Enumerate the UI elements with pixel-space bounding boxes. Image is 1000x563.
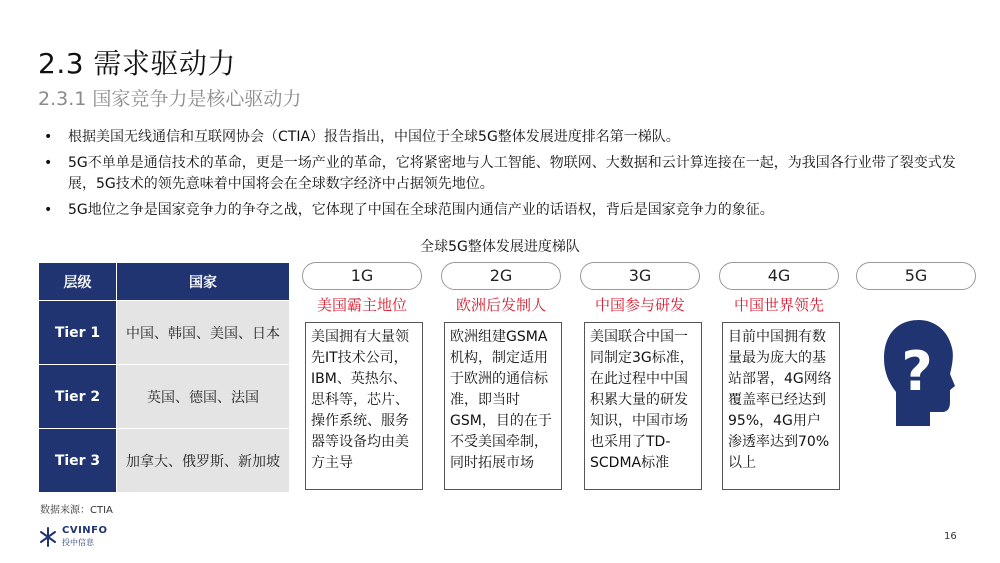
- countries-cell: 中国、韩国、美国、日本: [117, 301, 290, 365]
- tier-cell: Tier 1: [39, 301, 117, 365]
- tier-cell: Tier 2: [39, 365, 117, 429]
- gen-1g-pill: 1G: [302, 262, 422, 290]
- table-row: [39, 301, 290, 365]
- gen-2g-description: 欧洲组建GSMA机构，制定适用于欧洲的通信标准，即当时GSM，目的在于不受美国牵制，同时拓展市场: [444, 322, 562, 490]
- table-header-tier: 层级: [39, 263, 117, 301]
- bullet-item: • 根据美国无线通信和互联网协会（CTIA）报告指出，中国位于全球5G整体发展进度排名第一梯队。: [44, 127, 974, 148]
- ladder-title: 全球5G整体发展进度梯队: [420, 239, 580, 255]
- gen-5g-pill: 5G: [856, 262, 976, 290]
- bullet-item: • 5G地位之争是国家竞争力的争夺之战，它体现了中国在全球范围内通信产业的话语权，背后是国家竞争力的象征。: [44, 200, 974, 221]
- page-subtitle: 2.3.1 国家竞争力是核心驱动力: [38, 88, 302, 110]
- gen-1g-description: 美国拥有大量领先IT技术公司，IBM、英热尔、思科等，芯片、操作系统、服务器等设备均由美方主导: [305, 322, 423, 490]
- countries-cell: 加拿大、俄罗斯、新加坡: [117, 429, 290, 493]
- cvinfo-logo-icon: [38, 527, 58, 547]
- cvinfo-logo: [38, 525, 108, 549]
- logo-sub-text: 投中信息: [62, 538, 94, 547]
- bullet-list: [44, 127, 974, 226]
- gen-4g-label: 中国世界领先: [733, 296, 824, 314]
- gen-3g-pill: 3G: [580, 262, 700, 290]
- source-note: 数据来源：CTIA: [40, 505, 113, 516]
- tier-table: [38, 262, 290, 493]
- page-number: 16: [944, 531, 957, 542]
- gen-3g-label: 中国参与研发: [594, 296, 685, 314]
- tier-cell: Tier 3: [39, 429, 117, 493]
- table-header-row: [39, 263, 290, 301]
- gen-4g-pill: 4G: [719, 262, 839, 290]
- page-title: 2.3 需求驱动力: [38, 47, 236, 80]
- gen-2g-pill: 2G: [441, 262, 561, 290]
- table-header-countries: 国家: [117, 263, 290, 301]
- gen-4g-description: 目前中国拥有数量最为庞大的基站部署，4G网络覆盖率已经达到95%，4G用户渗透率达到70%以上: [722, 322, 840, 490]
- countries-cell: 英国、德国、法国: [117, 365, 290, 429]
- svg-text:?: ?: [901, 340, 933, 403]
- logo-brand-text: CVINFO: [62, 525, 108, 536]
- gen-1g-label: 美国霸主地位: [316, 296, 407, 314]
- table-row: [39, 365, 290, 429]
- table-row: [39, 429, 290, 493]
- gen-3g-description: 美国联合中国一同制定3G标准，在此过程中中国积累大量的研发知识，中国市场也采用了TD-SCDMA标准: [584, 322, 702, 490]
- bullet-item: • 5G不单单是通信技术的革命，更是一场产业的革命，它将紧密地与人工智能、物联网、大数据和云计算连接在一起，为我国各行业带了裂变式发展，5G技术的领先意味着中国将会在全球数字经济中占据领先地位。: [44, 153, 974, 195]
- gen-2g-label: 欧洲后发制人: [455, 296, 546, 314]
- head-question-icon: [882, 318, 956, 430]
